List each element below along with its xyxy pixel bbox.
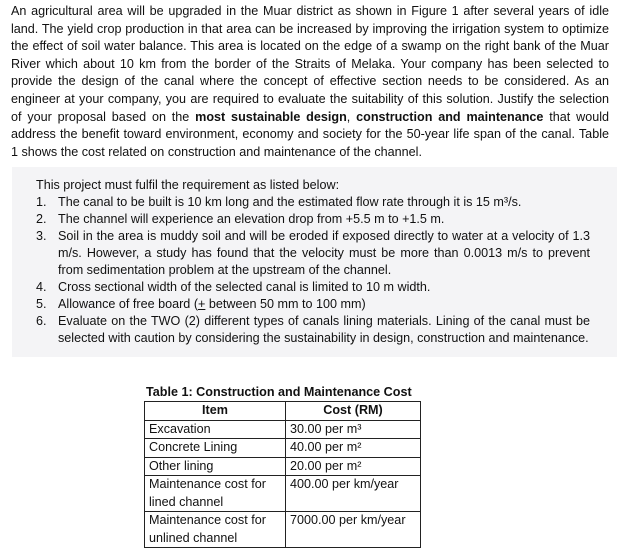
cell-item — [145, 512, 286, 548]
list-item — [36, 313, 590, 347]
item-number: 6. — [36, 314, 47, 328]
cell-cost: 20.00 per m² — [286, 457, 421, 476]
table-header-row — [145, 402, 421, 421]
table-row — [145, 439, 421, 458]
item-text: Evaluate on the TWO (2) different types of canals lining materials. Lining of the canal must be selected with caution by considering the sustainability in design, construction and maintenance. — [58, 314, 590, 345]
cell-item: Other lining — [145, 457, 286, 476]
cell-cost: 7000.00 per km/year — [286, 512, 421, 548]
table-row — [145, 420, 421, 439]
cell-item-line-2: unlined channel — [149, 530, 238, 545]
list-item — [36, 211, 590, 228]
table-row — [145, 476, 421, 512]
item-text-pre: Allowance of free board ( — [58, 297, 199, 311]
intro-text-1: An agricultural area will be upgraded in the Muar district as shown in Figure 1 after several years of idle land. The yield crop production in that area can be increased by improving the irrigation system to optimize the effect of soil water balance. This area is located on the edge of a swamp on the right bank of the Muar River which about 10 km from the border of the Straits of Melaka. Your company has been selected to provide the design of the canal where the concept of effective section needs to be considered. As an engineer at your company, you are required to evaluate the suitability of this solution. Justify the selection of your proposal based on the — [11, 4, 609, 124]
cell-item — [145, 476, 286, 512]
intro-bold-construction-maintenance: construction and maintenance — [356, 109, 544, 124]
cell-item: Concrete Lining — [145, 439, 286, 458]
list-item — [36, 194, 590, 211]
intro-text-2: that would address the benefit toward environment, economy and society for the 50-year life span of the canal. Table 1 shows the cost related on construction and maintenance of the channel. — [11, 109, 610, 159]
item-text: The canal to be built is 10 km long and the estimated flow rate through it is 15 m³/s. — [58, 195, 522, 209]
intro-comma: , — [346, 109, 357, 124]
cell-cost: 30.00 per m³ — [286, 420, 421, 439]
cell-item-line-1: Maintenance cost for — [149, 477, 266, 491]
item-text: Cross sectional width of the selected canal is limited to 10 m width. — [58, 280, 431, 294]
requirements-list — [36, 194, 590, 347]
item-text: The channel will experience an elevation drop from +5.5 m to +1.5 m. — [58, 212, 445, 226]
item-text: Soil in the area is muddy soil and will be eroded if exposed directly to water at a velocity of 1.3 m/s. However, a study has found that the velocity must be more than 0.0013 m/s to prevent from sedimentation problem at the upstream of the channel. — [58, 229, 590, 277]
item-number: 2. — [36, 212, 47, 226]
header-cost: Cost (RM) — [286, 402, 421, 421]
item-number: 4. — [36, 280, 47, 294]
item-text-post: between 50 mm to 100 mm) — [205, 297, 366, 311]
cell-item-line-1: Maintenance cost for — [149, 513, 266, 527]
list-item — [36, 279, 590, 296]
cell-item: Excavation — [145, 420, 286, 439]
table-title: Table 1: Construction and Maintenance Cost — [146, 385, 412, 399]
cell-cost: 40.00 per m² — [286, 439, 421, 458]
cell-cost: 400.00 per km/year — [286, 476, 421, 512]
table-row — [145, 512, 421, 548]
header-item: Item — [145, 402, 286, 421]
cell-item-line-2: lined channel — [149, 494, 224, 509]
list-item — [36, 296, 590, 313]
requirements-intro: This project must fulfil the requirement as listed below: — [36, 178, 340, 192]
intro-paragraph — [11, 3, 609, 161]
cost-table — [144, 401, 421, 548]
item-number: 1. — [36, 195, 47, 209]
list-item — [36, 228, 590, 279]
intro-bold-sustainable-design: most sustainable design — [195, 109, 347, 124]
table-row — [145, 457, 421, 476]
plus-minus-symbol: + — [198, 297, 206, 311]
item-number: 3. — [36, 229, 47, 243]
item-number: 5. — [36, 297, 47, 311]
